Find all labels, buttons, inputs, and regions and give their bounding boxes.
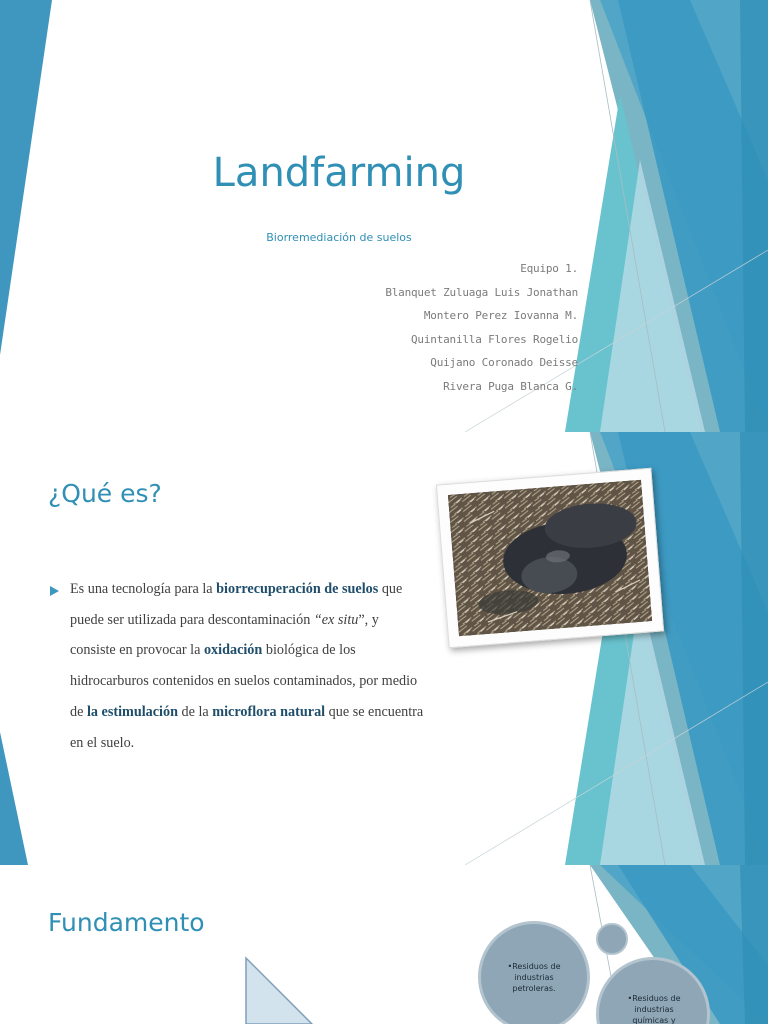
slide-heading: ¿Qué es? — [48, 479, 162, 508]
slide-heading: Fundamento — [48, 908, 205, 937]
circle-label: •Residuos de industrias químicas y — [627, 994, 681, 1024]
italic-term: “ex situ — [313, 611, 359, 628]
bold-term: microflora natural — [212, 703, 326, 720]
text-run: que se encuentra en el suelo. — [70, 703, 424, 751]
circle-shape — [596, 923, 628, 955]
slide-fundamento — [0, 865, 768, 1024]
contaminated-soil-photo — [448, 480, 653, 637]
bullet-text — [70, 574, 425, 758]
team-member: Quintanilla Flores Rogelio — [411, 332, 578, 346]
team-list — [385, 257, 578, 399]
text-run: que puede ser utilizada para descontaminación — [70, 581, 403, 628]
team-name: Equipo 1. — [520, 262, 578, 275]
circle-label: •Residuos de industrias petroleras. — [507, 962, 561, 993]
photo-frame — [436, 468, 664, 648]
team-member: Montero Perez Iovanna M. — [423, 309, 578, 323]
text-run: biológica de los hidrocarburos contenidos en suelos contaminados, por medio de — [70, 642, 418, 720]
bold-term: la estimulación — [86, 703, 178, 720]
slide-title-text: Landfarming — [212, 150, 466, 196]
slide-subtitle: Biorremediación de suelos — [266, 231, 412, 244]
decorative-triangles — [0, 0, 768, 432]
bullet-arrow-icon — [50, 586, 59, 596]
bold-term: oxidación — [203, 642, 263, 659]
team-member: Blanquet Zuluaga Luis Jonathan — [385, 285, 578, 299]
team-member: Rivera Puga Blanca G. — [443, 379, 578, 393]
team-member: Quijano Coronado Deisse — [430, 356, 578, 370]
slide-title — [0, 0, 768, 432]
text-run: de la — [178, 703, 213, 720]
bold-term: biorrecuperación de suelos — [216, 581, 379, 597]
text-run: ”, y consiste en provocar la — [70, 611, 379, 659]
slide-que-es — [0, 432, 768, 865]
text-run: Es una tecnología para la — [70, 581, 217, 597]
